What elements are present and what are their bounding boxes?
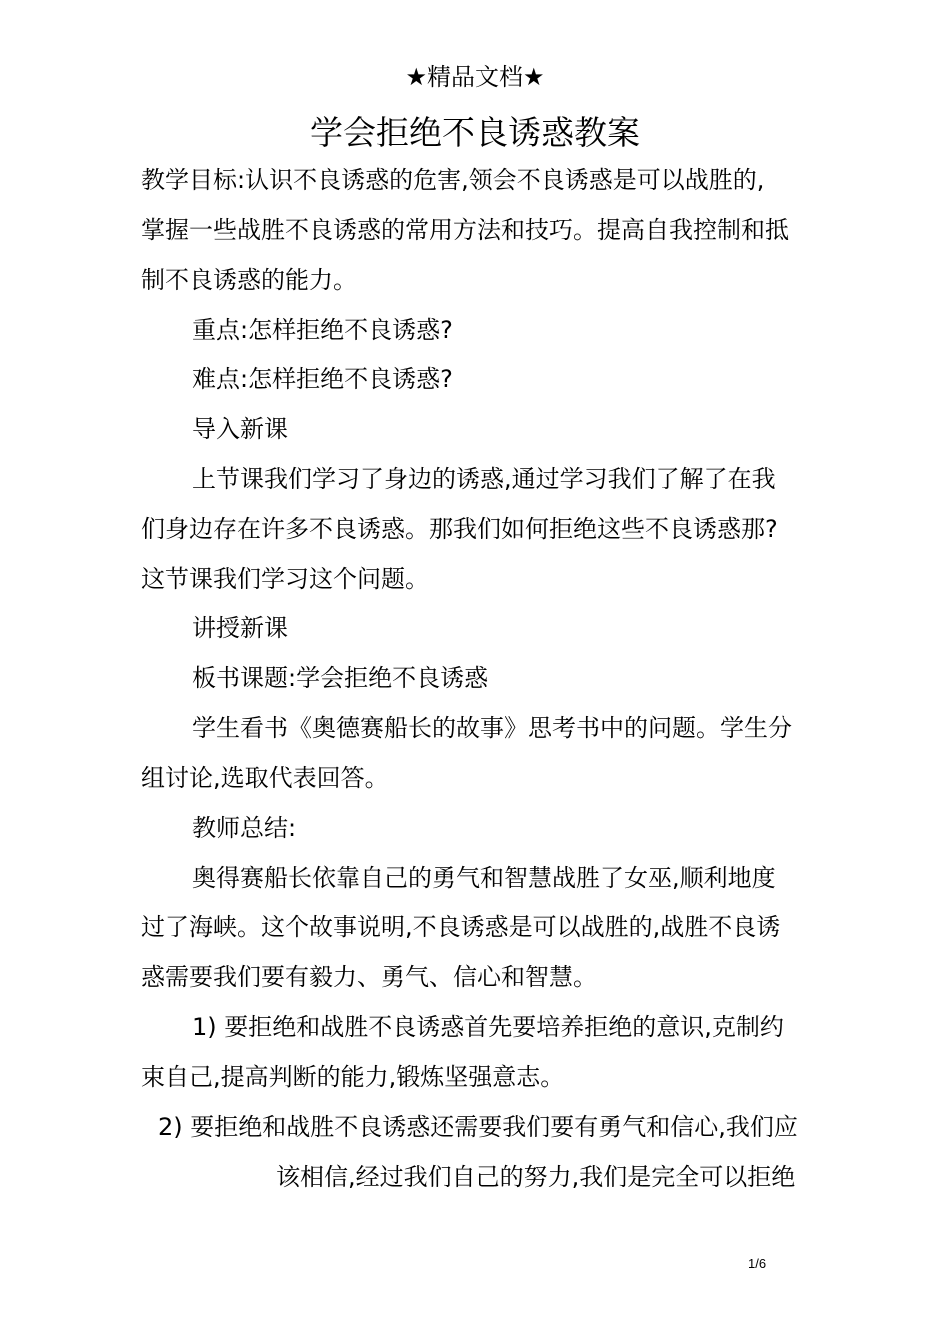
section-heading-lesson: 讲授新课: [192, 614, 288, 642]
objective-line-3: 制不良诱惑的能力。: [141, 266, 357, 294]
point-1-line-2: 束自己,提高判断的能力,锻炼坚强意志。: [141, 1063, 565, 1091]
document-title: 学会拒绝不良诱惑教案: [310, 113, 640, 152]
intro-paragraph-line-2: 们身边存在许多不良诱惑。那我们如何拒绝这些不良诱惑那?: [141, 515, 778, 543]
teacher-summary-label: 教师总结:: [192, 814, 297, 842]
point-1-line-1: 1) 要拒绝和战胜不良诱惑首先要培养拒绝的意识,克制约: [192, 1013, 784, 1041]
objective-line-2: 掌握一些战胜不良诱惑的常用方法和技巧。提高自我控制和抵: [141, 216, 789, 244]
summary-paragraph-line-3: 惑需要我们要有毅力、勇气、信心和智慧。: [141, 963, 597, 991]
page-number: 1/6: [748, 1256, 767, 1271]
difficulty-line: 难点:怎样拒绝不良诱惑?: [192, 365, 453, 393]
page-header: ★精品文档★: [405, 63, 545, 91]
point-2-line-1: 2) 要拒绝和战胜不良诱惑还需要我们要有勇气和信心,我们应: [158, 1113, 798, 1141]
point-2-line-2: 该相信,经过我们自己的努力,我们是完全可以拒绝: [276, 1163, 796, 1191]
board-title-line: 板书课题:学会拒绝不良诱惑: [192, 664, 489, 692]
summary-paragraph-line-2: 过了海峡。这个故事说明,不良诱惑是可以战胜的,战胜不良诱: [141, 913, 781, 941]
reading-paragraph-line-2: 组讨论,选取代表回答。: [141, 764, 389, 792]
objective-line-1: 教学目标:认识不良诱惑的危害,领会不良诱惑是可以战胜的,: [141, 166, 765, 194]
reading-paragraph-line-1: 学生看书《奥德赛船长的故事》思考书中的问题。学生分: [192, 714, 792, 742]
section-heading-intro: 导入新课: [192, 415, 288, 443]
key-point-line: 重点:怎样拒绝不良诱惑?: [192, 316, 453, 344]
intro-paragraph-line-3: 这节课我们学习这个问题。: [141, 565, 429, 593]
intro-paragraph-line-1: 上节课我们学习了身边的诱惑,通过学习我们了解了在我: [192, 465, 776, 493]
summary-paragraph-line-1: 奥得赛船长依靠自己的勇气和智慧战胜了女巫,顺利地度: [192, 864, 776, 892]
